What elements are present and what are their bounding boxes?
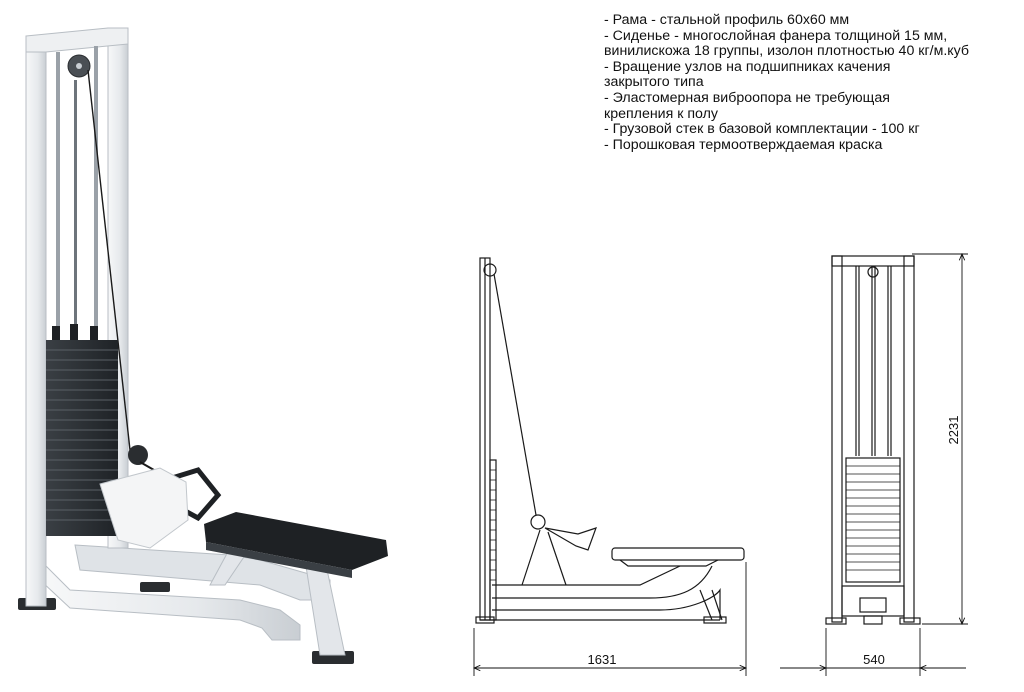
side-pad-support — [522, 530, 566, 585]
front-upright-left — [832, 256, 842, 622]
spec-line: крепления к полу — [604, 105, 719, 122]
spec-line: - Порошковая термоотверждаемая краска — [604, 136, 883, 153]
width-dimension-label: 540 — [863, 652, 885, 667]
foot-pad — [140, 582, 170, 592]
low-pulley — [128, 445, 148, 465]
front-top-beam — [832, 256, 914, 266]
side-base-rail — [492, 566, 680, 585]
side-view-drawing — [476, 258, 744, 623]
length-dimension-label: 1631 — [587, 652, 617, 667]
side-cable — [494, 274, 536, 515]
front-weight-stack — [846, 458, 900, 582]
front-foot — [826, 618, 846, 624]
spec-line: - Вращение узлов на подшипниках качения — [604, 58, 891, 75]
front-upright-right — [904, 256, 914, 622]
front-top-pulley — [868, 267, 878, 277]
spec-line: - Эластомерная виброопора не требующая — [604, 89, 890, 106]
selector-rod — [74, 80, 77, 340]
spec-line: - Рама - стальной профиль 60х60 мм — [604, 12, 850, 28]
front-view-drawing — [826, 256, 920, 624]
guide-rod — [94, 46, 98, 336]
spec-line: - Сиденье - многослойная фанера толщиной 15 мм, — [604, 27, 948, 44]
machine-3d-render — [18, 28, 388, 664]
guide-rod — [56, 52, 60, 342]
pulley-hub — [76, 63, 82, 69]
frame-upright-left — [26, 36, 46, 606]
front-foot — [900, 618, 920, 624]
spec-line: - Грузовой стек в базовой комплектации - 100 кг — [604, 121, 920, 138]
spec-line: закрытого типа — [604, 74, 704, 91]
spec-line: винилискожа 18 группы, изолон плотностью 40 кг/м.куб — [604, 43, 970, 60]
side-seat — [612, 548, 744, 560]
height-dimension-label: 2231 — [946, 415, 961, 445]
side-low-pulley — [531, 515, 545, 529]
